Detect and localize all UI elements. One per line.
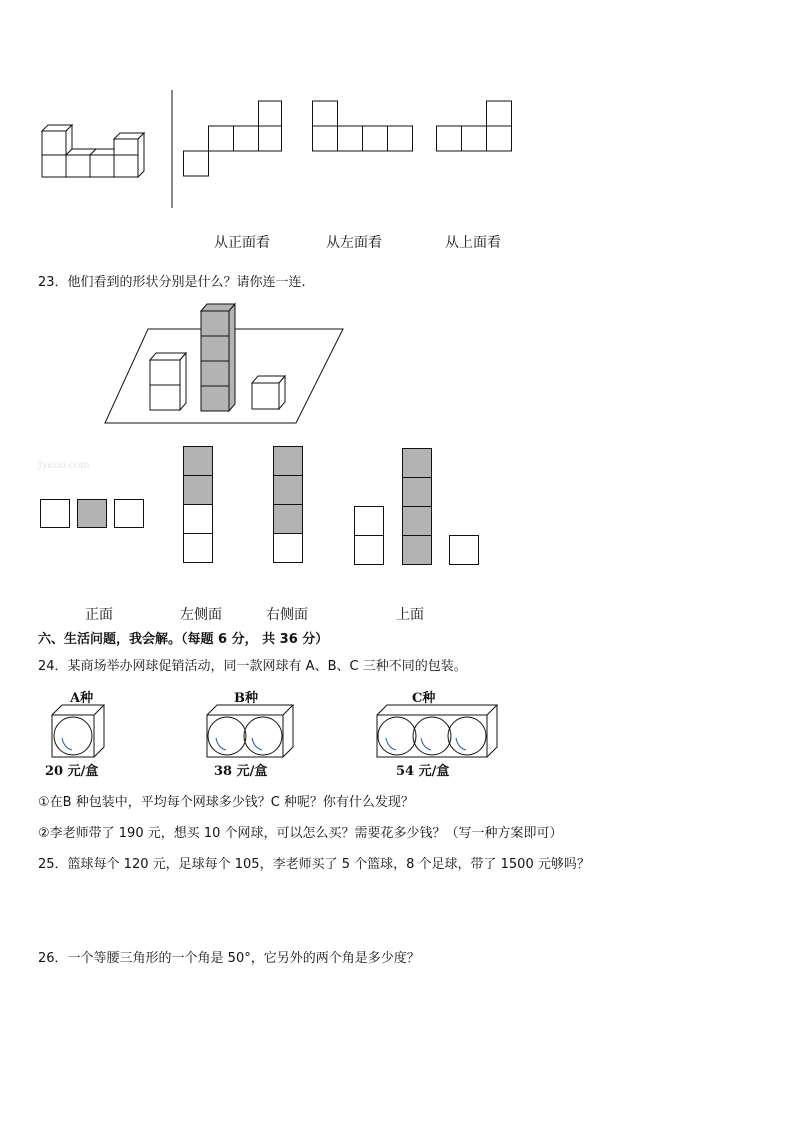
package-c-box (375, 703, 499, 759)
q22-divider-line (170, 90, 174, 210)
q23-label-right-side: 右侧面 (266, 607, 308, 623)
section-title: 六、生活问题，我会解。（每题 6 分， 共 36 分） (38, 632, 329, 647)
q23-platform-figure (100, 300, 350, 428)
q26-question: 26．一个等腰三角形的一个角是 50°，它另外的两个角是多少度？ (38, 951, 420, 966)
package-a-box (50, 703, 106, 759)
view-label-left: 从左面看 (326, 235, 382, 251)
package-a-price: 20 元/盒 (45, 764, 99, 779)
q23-question: 23．他们看到的形状分别是什么？请你连一连. (38, 275, 306, 290)
q23-label-front: 正面 (85, 607, 113, 623)
package-a-name: A种 (70, 691, 94, 706)
q24-question: 24．某商场举办网球促销活动，同一款网球有 A、B、C 三种不同的包装。 (38, 659, 467, 674)
package-b-box (205, 703, 295, 759)
view-label-front: 从正面看 (214, 235, 270, 251)
q24-sub1: ①在B 种包装中，平均每个网球多少钱？C 种呢？你有什么发现？ (38, 795, 414, 810)
q22-top-view-shape (436, 100, 514, 154)
q22-front-view-shape (183, 100, 283, 178)
package-c-name: C种 (412, 691, 436, 706)
package-c-price: 54 元/盒 (396, 764, 450, 779)
q22-cube-figure (38, 122, 158, 182)
view-label-top: 从上面看 (445, 235, 501, 251)
q23-label-top: 上面 (396, 607, 424, 623)
package-b-name: B种 (234, 691, 258, 706)
package-b-price: 38 元/盒 (214, 764, 268, 779)
q22-left-view-shape (312, 100, 414, 154)
q23-label-left-side: 左侧面 (180, 607, 222, 623)
watermark: Jyeoo.com (38, 460, 90, 471)
q24-sub2: ②李老师带了 190 元，想买 10 个网球，可以怎么买？需要花多少钱？（写一种方案即可） (38, 826, 563, 841)
q25-question: 25．篮球每个 120 元，足球每个 105，李老师买了 5 个篮球，8 个足球，带了 1500 元够吗？ (38, 857, 590, 872)
